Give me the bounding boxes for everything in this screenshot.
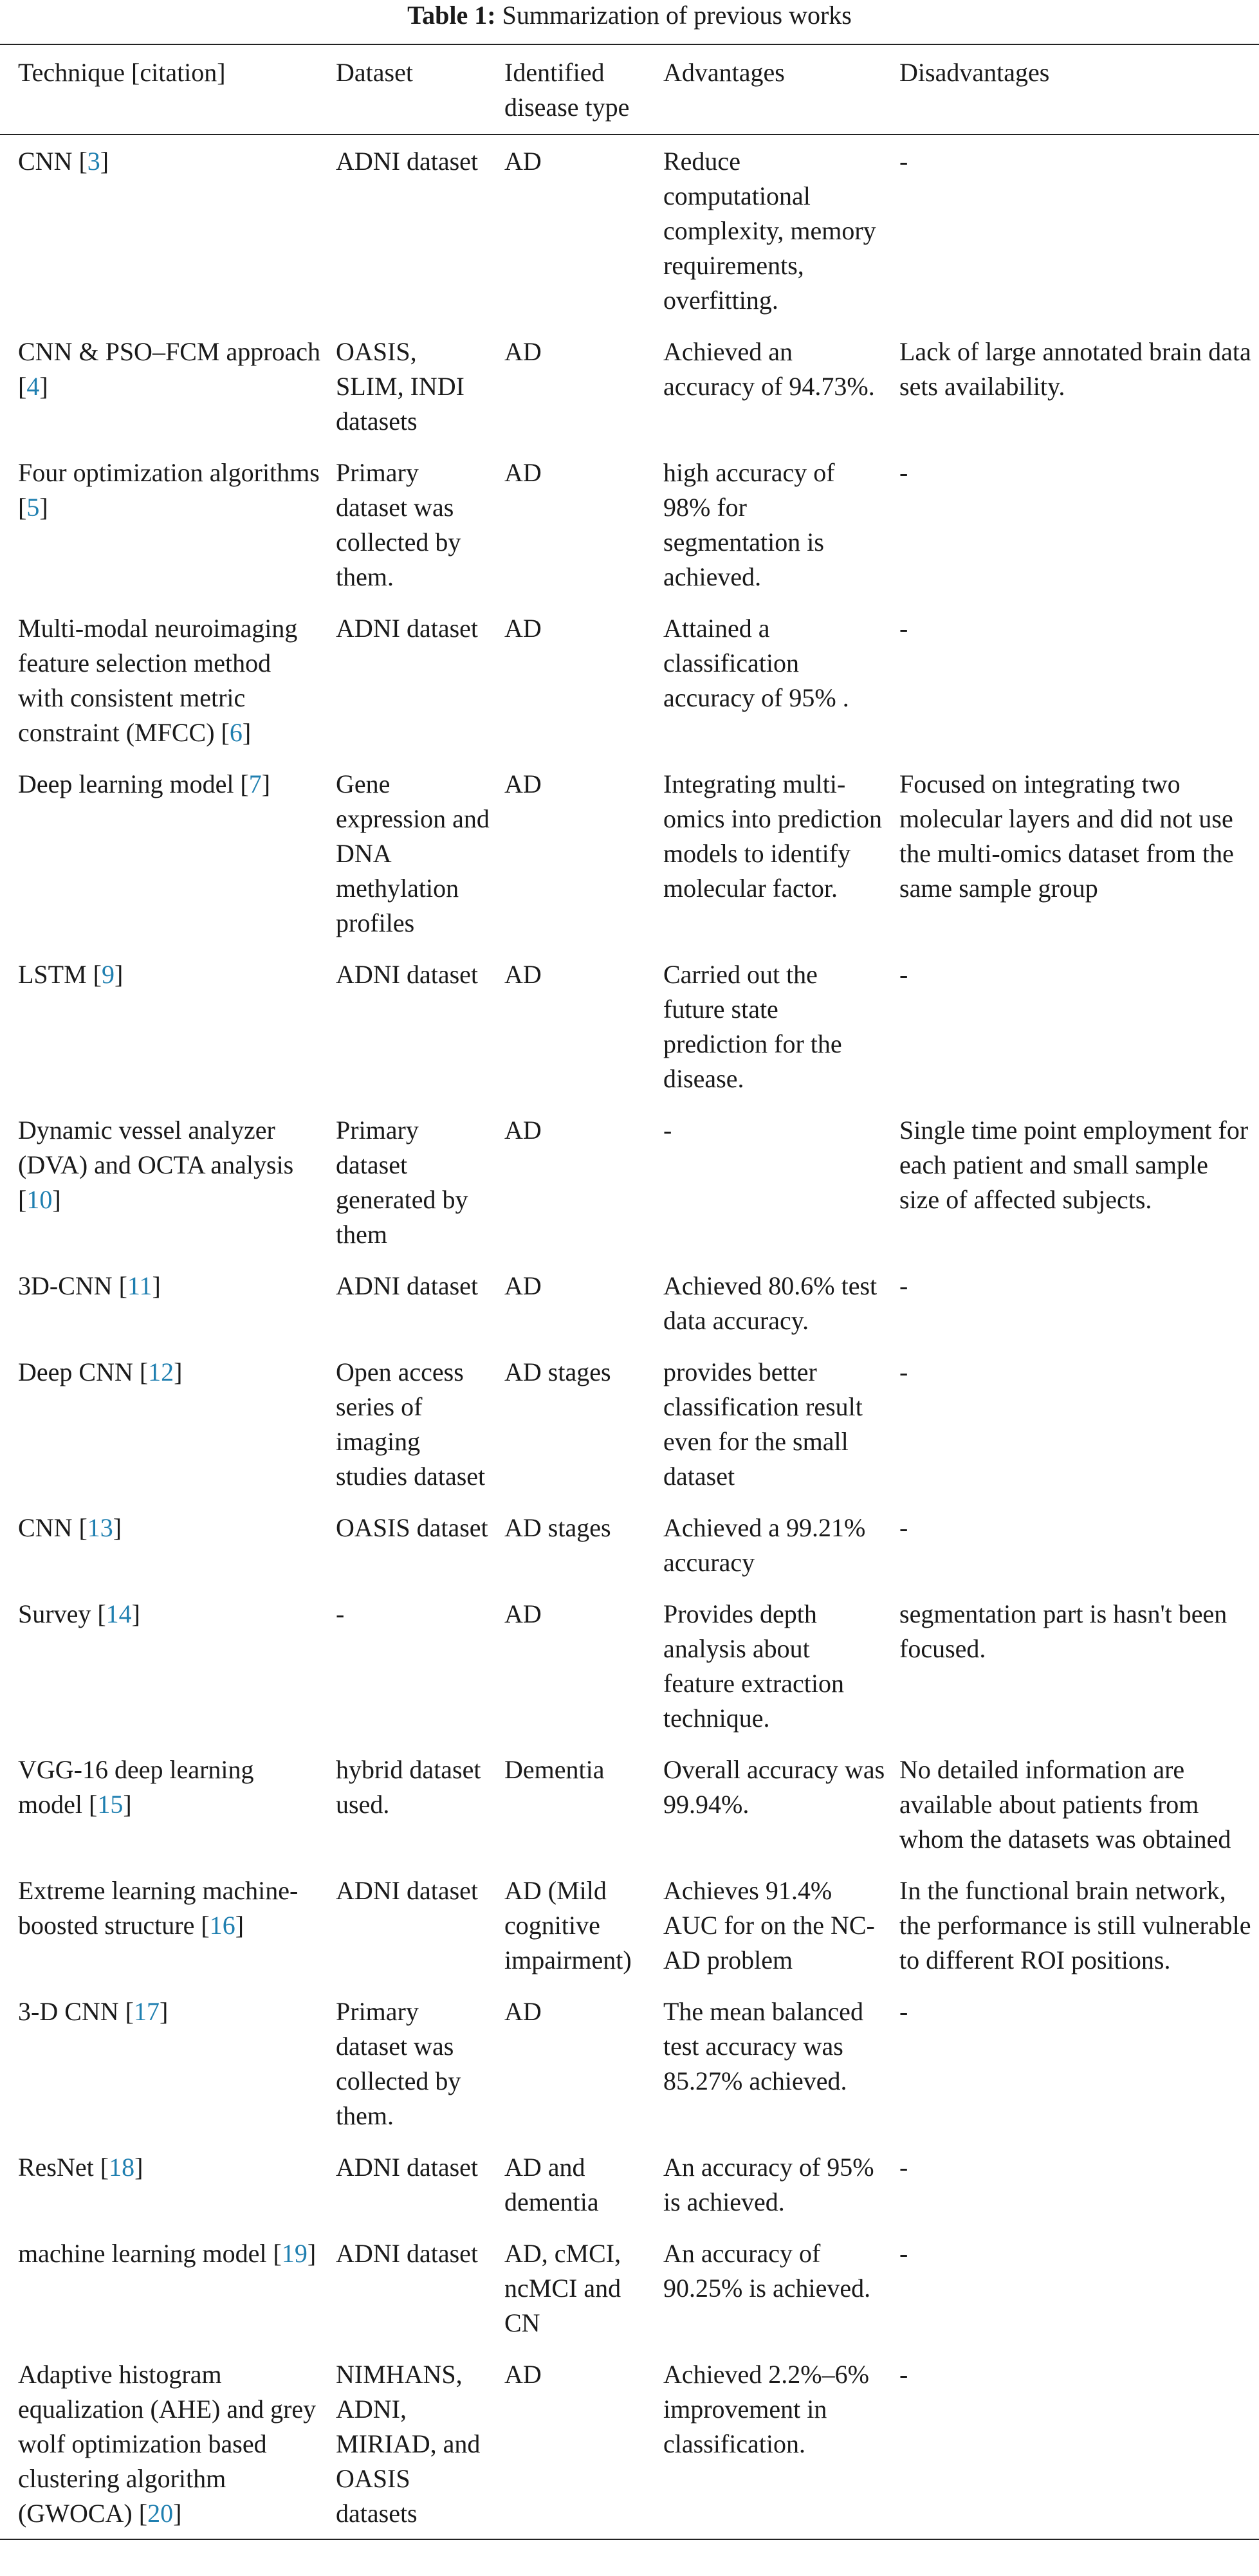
technique-bracket: ] [52,1185,61,1214]
column-header-disadvantages: Disadvantages [899,58,1050,87]
disease-type-cell: AD, cMCI, ncMCI and CN [504,2239,621,2337]
table-row [0,1260,1259,1346]
technique-text: Survey [ [18,1599,106,1628]
technique-bracket: ] [307,2239,317,2268]
dataset-cell: OASIS, SLIM, INDI datasets [336,337,464,436]
advantages-cell: Achieves 91.4% AUC for on the NC-AD problem [663,1876,875,1974]
dataset-cell: ADNI dataset [336,614,479,643]
table-row [0,1985,1259,2141]
technique-bracket: ] [261,769,271,798]
technique-bracket: ] [159,1997,169,2026]
dataset-cell: NIMHANS, ADNI, MIRIAD, and OASIS datasets [336,2360,481,2528]
disadvantages-cell: - [899,2360,908,2389]
citation-link[interactable]: 19 [281,2239,308,2268]
technique-cell [0,1346,328,1502]
technique-bracket: ] [100,147,109,176]
table-row [0,1743,1259,1864]
technique-bracket: ] [131,1599,140,1628]
technique-cell [0,1864,328,1985]
technique-cell [0,1104,328,1260]
advantages-cell: Achieved an accuracy of 94.73%. [663,337,875,401]
disadvantages-cell: - [899,1513,908,1542]
technique-bracket: ] [235,1911,244,1940]
technique-text: 3D-CNN [ [18,1271,127,1300]
citation-link[interactable]: 4 [26,372,40,401]
advantages-cell: The mean balanced test accuracy was 85.27% achieved. [663,1997,863,2095]
technique-text: 3-D CNN [ [18,1997,134,2026]
citation-link[interactable]: 20 [147,2499,174,2528]
technique-text: Extreme learning machine-boosted structure [ [18,1876,299,1940]
technique-cell [0,134,328,326]
technique-text: Deep learning model [ [18,769,249,798]
citation-link[interactable]: 7 [248,769,262,798]
technique-bracket: ] [134,2153,143,2182]
citation-link[interactable]: 10 [26,1185,53,1214]
table-header [0,44,1259,134]
technique-cell [0,1502,328,1588]
disadvantages-cell: No detailed information are available about patients from whom the datasets was obtained [899,1755,1231,1854]
dataset-cell: Primary dataset generated by them [336,1116,468,1249]
technique-cell [0,1985,328,2141]
dataset-cell: ADNI dataset [336,1271,479,1300]
dataset-cell: ADNI dataset [336,960,479,989]
advantages-cell: Carried out the future state prediction for the disease. [663,960,842,1093]
disease-type-cell: AD [504,337,542,366]
technique-text: CNN [ [18,1513,87,1542]
disease-type-cell: AD and dementia [504,2153,599,2216]
table-row [0,758,1259,948]
table-caption-label: Table 1: [407,1,496,30]
advantages-cell: Achieved a 99.21% accuracy [663,1513,866,1577]
disadvantages-cell: - [899,2239,908,2268]
technique-text: CNN [ [18,147,87,176]
disease-type-cell: AD [504,1997,542,2026]
dataset-cell: Gene expression and DNA methylation profiles [336,769,490,937]
technique-text: Multi-modal neuroimaging feature selection method with consistent metric constraint (MFCC) [ [18,614,298,747]
table-row [0,2227,1259,2348]
table-row [0,1588,1259,1743]
disadvantages-cell: - [899,1357,908,1386]
technique-bracket: ] [113,1513,122,1542]
disease-type-cell: AD stages [504,1357,611,1386]
advantages-cell: Achieved 80.6% test data accuracy. [663,1271,878,1335]
dataset-cell: ADNI dataset [336,2153,479,2182]
disadvantages-cell: - [899,2153,908,2182]
technique-cell [0,1588,328,1743]
disease-type-cell: Dementia [504,1755,605,1784]
table-row [0,1502,1259,1588]
table-body [0,134,1259,2539]
citation-link[interactable]: 6 [229,718,243,747]
technique-bracket: ] [39,372,48,401]
disease-type-cell: AD (Mild cognitive impairment) [504,1876,632,1974]
advantages-cell: Achieved 2.2%–6% improvement in classification. [663,2360,869,2458]
disadvantages-cell: Focused on integrating two molecular layers and did not use the multi-omics dataset from the same sample group [899,769,1234,903]
column-header-disease-type: Identified disease type [504,58,630,122]
technique-bracket: ] [123,1790,132,1819]
advantages-cell: Integrating multi-omics into prediction models to identify molecular factor. [663,769,882,903]
technique-bracket: ] [152,1271,161,1300]
citation-link[interactable]: 15 [97,1790,124,1819]
disadvantages-cell: - [899,1997,908,2026]
disease-type-cell: AD [504,614,542,643]
citation-link[interactable]: 5 [26,493,40,522]
summary-table [0,44,1259,2540]
header-row [0,44,1259,134]
advantages-cell: Attained a classification accuracy of 95% . [663,614,849,712]
citation-link[interactable]: 3 [87,147,100,176]
table-row [0,326,1259,446]
technique-text: Dynamic vessel analyzer (DVA) and OCTA analysis [ [18,1116,294,1214]
disease-type-cell: AD [504,147,542,176]
technique-cell [0,1743,328,1864]
table-caption [0,0,1259,31]
disease-type-cell: AD [504,2360,542,2389]
technique-text: Deep CNN [ [18,1357,149,1386]
technique-text: CNN & PSO–FCM approach [ [18,337,321,401]
citation-link[interactable]: 17 [133,1997,160,2026]
disadvantages-cell: In the functional brain network, the performance is still vulnerable to different ROI positions. [899,1876,1251,1974]
table-row [0,1346,1259,1502]
technique-text: LSTM [ [18,960,102,989]
citation-link[interactable]: 9 [102,960,115,989]
technique-bracket: ] [173,2499,182,2528]
advantages-cell: - [663,1116,672,1145]
technique-cell [0,1260,328,1346]
disease-type-cell: AD [504,1271,542,1300]
technique-cell [0,602,328,758]
technique-bracket: ] [39,493,48,522]
column-header-advantages: Advantages [663,58,785,87]
table-row [0,2141,1259,2227]
technique-bracket: ] [242,718,252,747]
dataset-cell: hybrid dataset used. [336,1755,481,1819]
advantages-cell: Reduce computational complexity, memory requirements, overfitting. [663,147,876,315]
disease-type-cell: AD stages [504,1513,611,1542]
dataset-cell: Primary dataset was collected by them. [336,458,461,591]
advantages-cell: An accuracy of 95% is achieved. [663,2153,874,2216]
technique-text: ResNet [ [18,2153,109,2182]
citation-link[interactable]: 13 [87,1513,113,1542]
citation-link[interactable]: 18 [109,2153,135,2182]
technique-text: Four optimization algorithms [ [18,458,320,522]
disease-type-cell: AD [504,960,542,989]
technique-cell [0,2141,328,2227]
disadvantages-cell: segmentation part is hasn't been focused. [899,1599,1227,1663]
technique-cell [0,948,328,1104]
table-caption-text: Summarization of previous works [502,1,852,30]
disadvantages-cell: - [899,147,908,176]
technique-cell [0,758,328,948]
technique-text: Adaptive histogram equalization (AHE) and grey wolf optimization based clustering algorithm (GWOCA) [ [18,2360,317,2528]
dataset-cell: - [336,1599,345,1628]
disadvantages-cell: - [899,458,908,487]
technique-cell [0,2227,328,2348]
advantages-cell: high accuracy of 98% for segmentation is achieved. [663,458,835,591]
table-row [0,1864,1259,1985]
dataset-cell: Primary dataset was collected by them. [336,1997,461,2130]
disadvantages-cell: Single time point employment for each patient and small sample size of affected subjects. [899,1116,1249,1214]
technique-cell [0,446,328,602]
disease-type-cell: AD [504,1599,542,1628]
citation-link[interactable]: 16 [209,1911,235,1940]
table-row [0,2348,1259,2539]
table-row [0,134,1259,326]
technique-cell [0,2348,328,2539]
dataset-cell: Open access series of imaging studies dataset [336,1357,486,1491]
column-header-dataset: Dataset [336,58,413,87]
disease-type-cell: AD [504,1116,542,1145]
technique-bracket: ] [174,1357,183,1386]
column-header-technique: Technique [citation] [18,58,226,87]
technique-text: VGG-16 deep learning model [ [18,1755,254,1819]
dataset-cell: ADNI dataset [336,2239,479,2268]
table-row [0,1104,1259,1260]
disadvantages-cell: - [899,1271,908,1300]
dataset-cell: OASIS dataset [336,1513,488,1542]
disease-type-cell: AD [504,769,542,798]
advantages-cell: provides better classification result even for the small dataset [663,1357,863,1491]
disease-type-cell: AD [504,458,542,487]
technique-cell [0,326,328,446]
table-row [0,446,1259,602]
table-row [0,948,1259,1104]
table-row [0,602,1259,758]
advantages-cell: Provides depth analysis about feature extraction technique. [663,1599,844,1733]
dataset-cell: ADNI dataset [336,1876,479,1905]
disadvantages-cell: - [899,960,908,989]
disadvantages-cell: - [899,614,908,643]
citation-link[interactable]: 12 [148,1357,174,1386]
dataset-cell: ADNI dataset [336,147,479,176]
advantages-cell: Overall accuracy was 99.94%. [663,1755,885,1819]
citation-link[interactable]: 14 [106,1599,132,1628]
citation-link[interactable]: 11 [127,1271,152,1300]
advantages-cell: An accuracy of 90.25% is achieved. [663,2239,871,2303]
technique-text: machine learning model [ [18,2239,282,2268]
technique-bracket: ] [115,960,124,989]
disadvantages-cell: Lack of large annotated brain data sets availability. [899,337,1251,401]
